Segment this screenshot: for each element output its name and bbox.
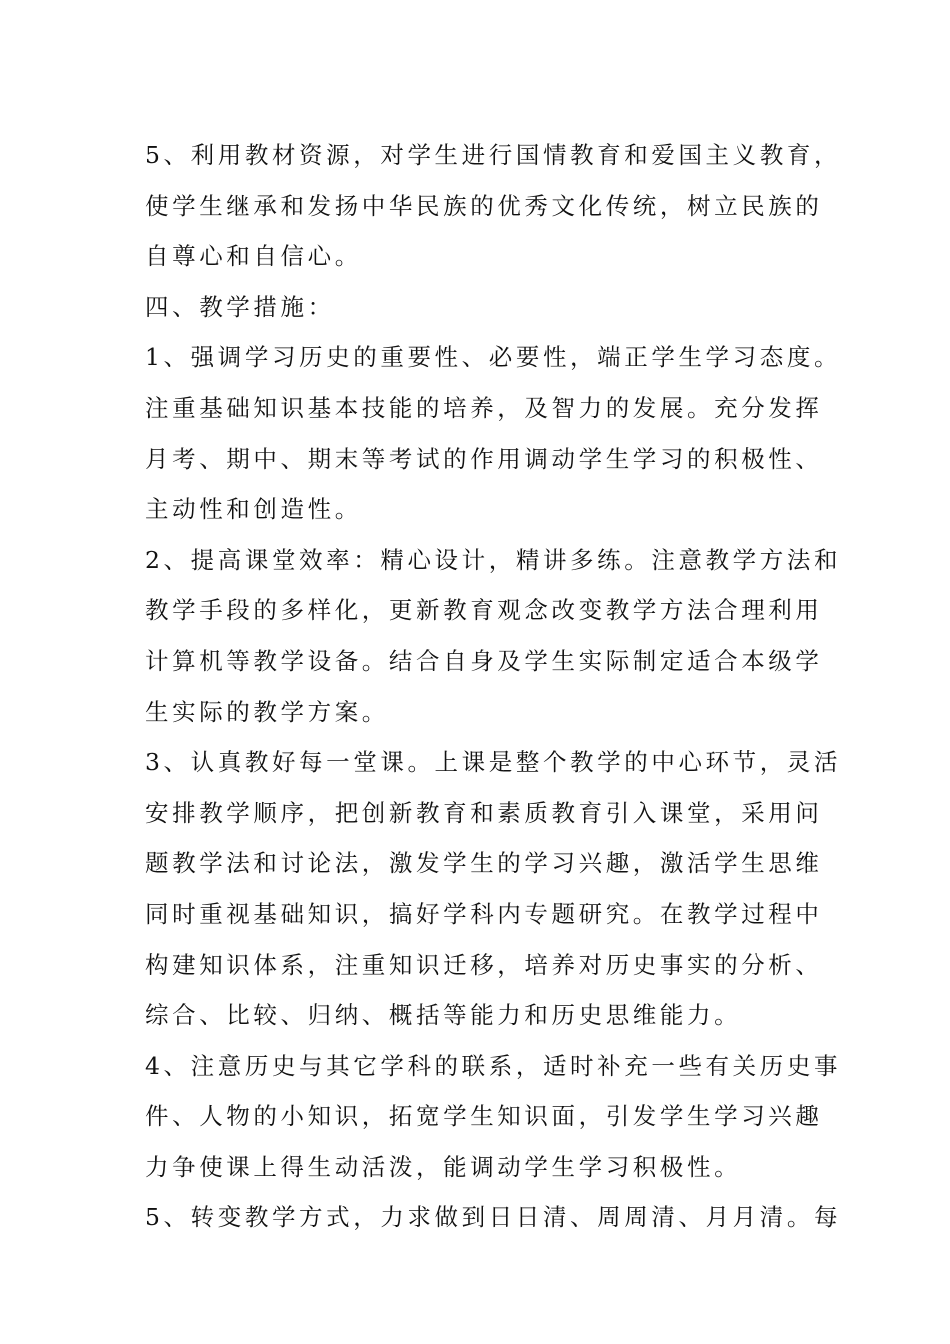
section-heading: 四、教学措施： — [145, 292, 335, 321]
text-line: 构建知识体系，注重知识迁移，培养对历史事实的分析、 — [145, 950, 823, 979]
text-line: 注重基础知识基本技能的培养，及智力的发展。充分发挥 — [145, 393, 823, 422]
text-line: 主动性和创造性。 — [145, 495, 362, 524]
text-line: 2、提高课堂效率：精心设计，精讲多练。注意教学方法和 — [145, 545, 842, 574]
text-line: 安排教学顺序，把创新教育和素质教育引入课堂，采用问 — [145, 798, 823, 827]
text-line: 教学手段的多样化，更新教育观念改变教学方法合理利用 — [145, 596, 823, 625]
text-line: 4、注意历史与其它学科的联系，适时补充一些有关历史事 — [145, 1051, 842, 1080]
text-line: 力争使课上得生动活泼，能调动学生学习积极性。 — [145, 1152, 742, 1181]
text-line: 同时重视基础知识，搞好学科内专题研究。在教学过程中 — [145, 899, 823, 928]
text-line: 题教学法和讨论法，激发学生的学习兴趣，激活学生思维 — [145, 849, 823, 878]
document-body — [145, 130, 842, 1243]
text-line: 件、人物的小知识，拓宽学生知识面，引发学生学习兴趣 — [145, 1102, 823, 1131]
text-line: 计算机等教学设备。结合自身及学生实际制定适合本级学 — [145, 646, 823, 675]
text-line: 综合、比较、归纳、概括等能力和历史思维能力。 — [145, 1001, 742, 1030]
text-line: 使学生继承和发扬中华民族的优秀文化传统，树立民族的 — [145, 191, 823, 220]
text-line: 5、转变教学方式，力求做到日日清、周周清、月月清。每 — [145, 1203, 842, 1232]
text-line: 1、强调学习历史的重要性、必要性，端正学生学习态度。 — [145, 343, 842, 372]
text-line: 3、认真教好每一堂课。上课是整个教学的中心环节，灵活 — [145, 748, 842, 777]
text-line: 自尊心和自信心。 — [145, 242, 362, 271]
text-line: 生实际的教学方案。 — [145, 697, 389, 726]
text-line: 5、利用教材资源，对学生进行国情教育和爱国主义教育， — [145, 141, 842, 169]
text-line: 月考、期中、期末等考试的作用调动学生学习的积极性、 — [145, 444, 823, 473]
